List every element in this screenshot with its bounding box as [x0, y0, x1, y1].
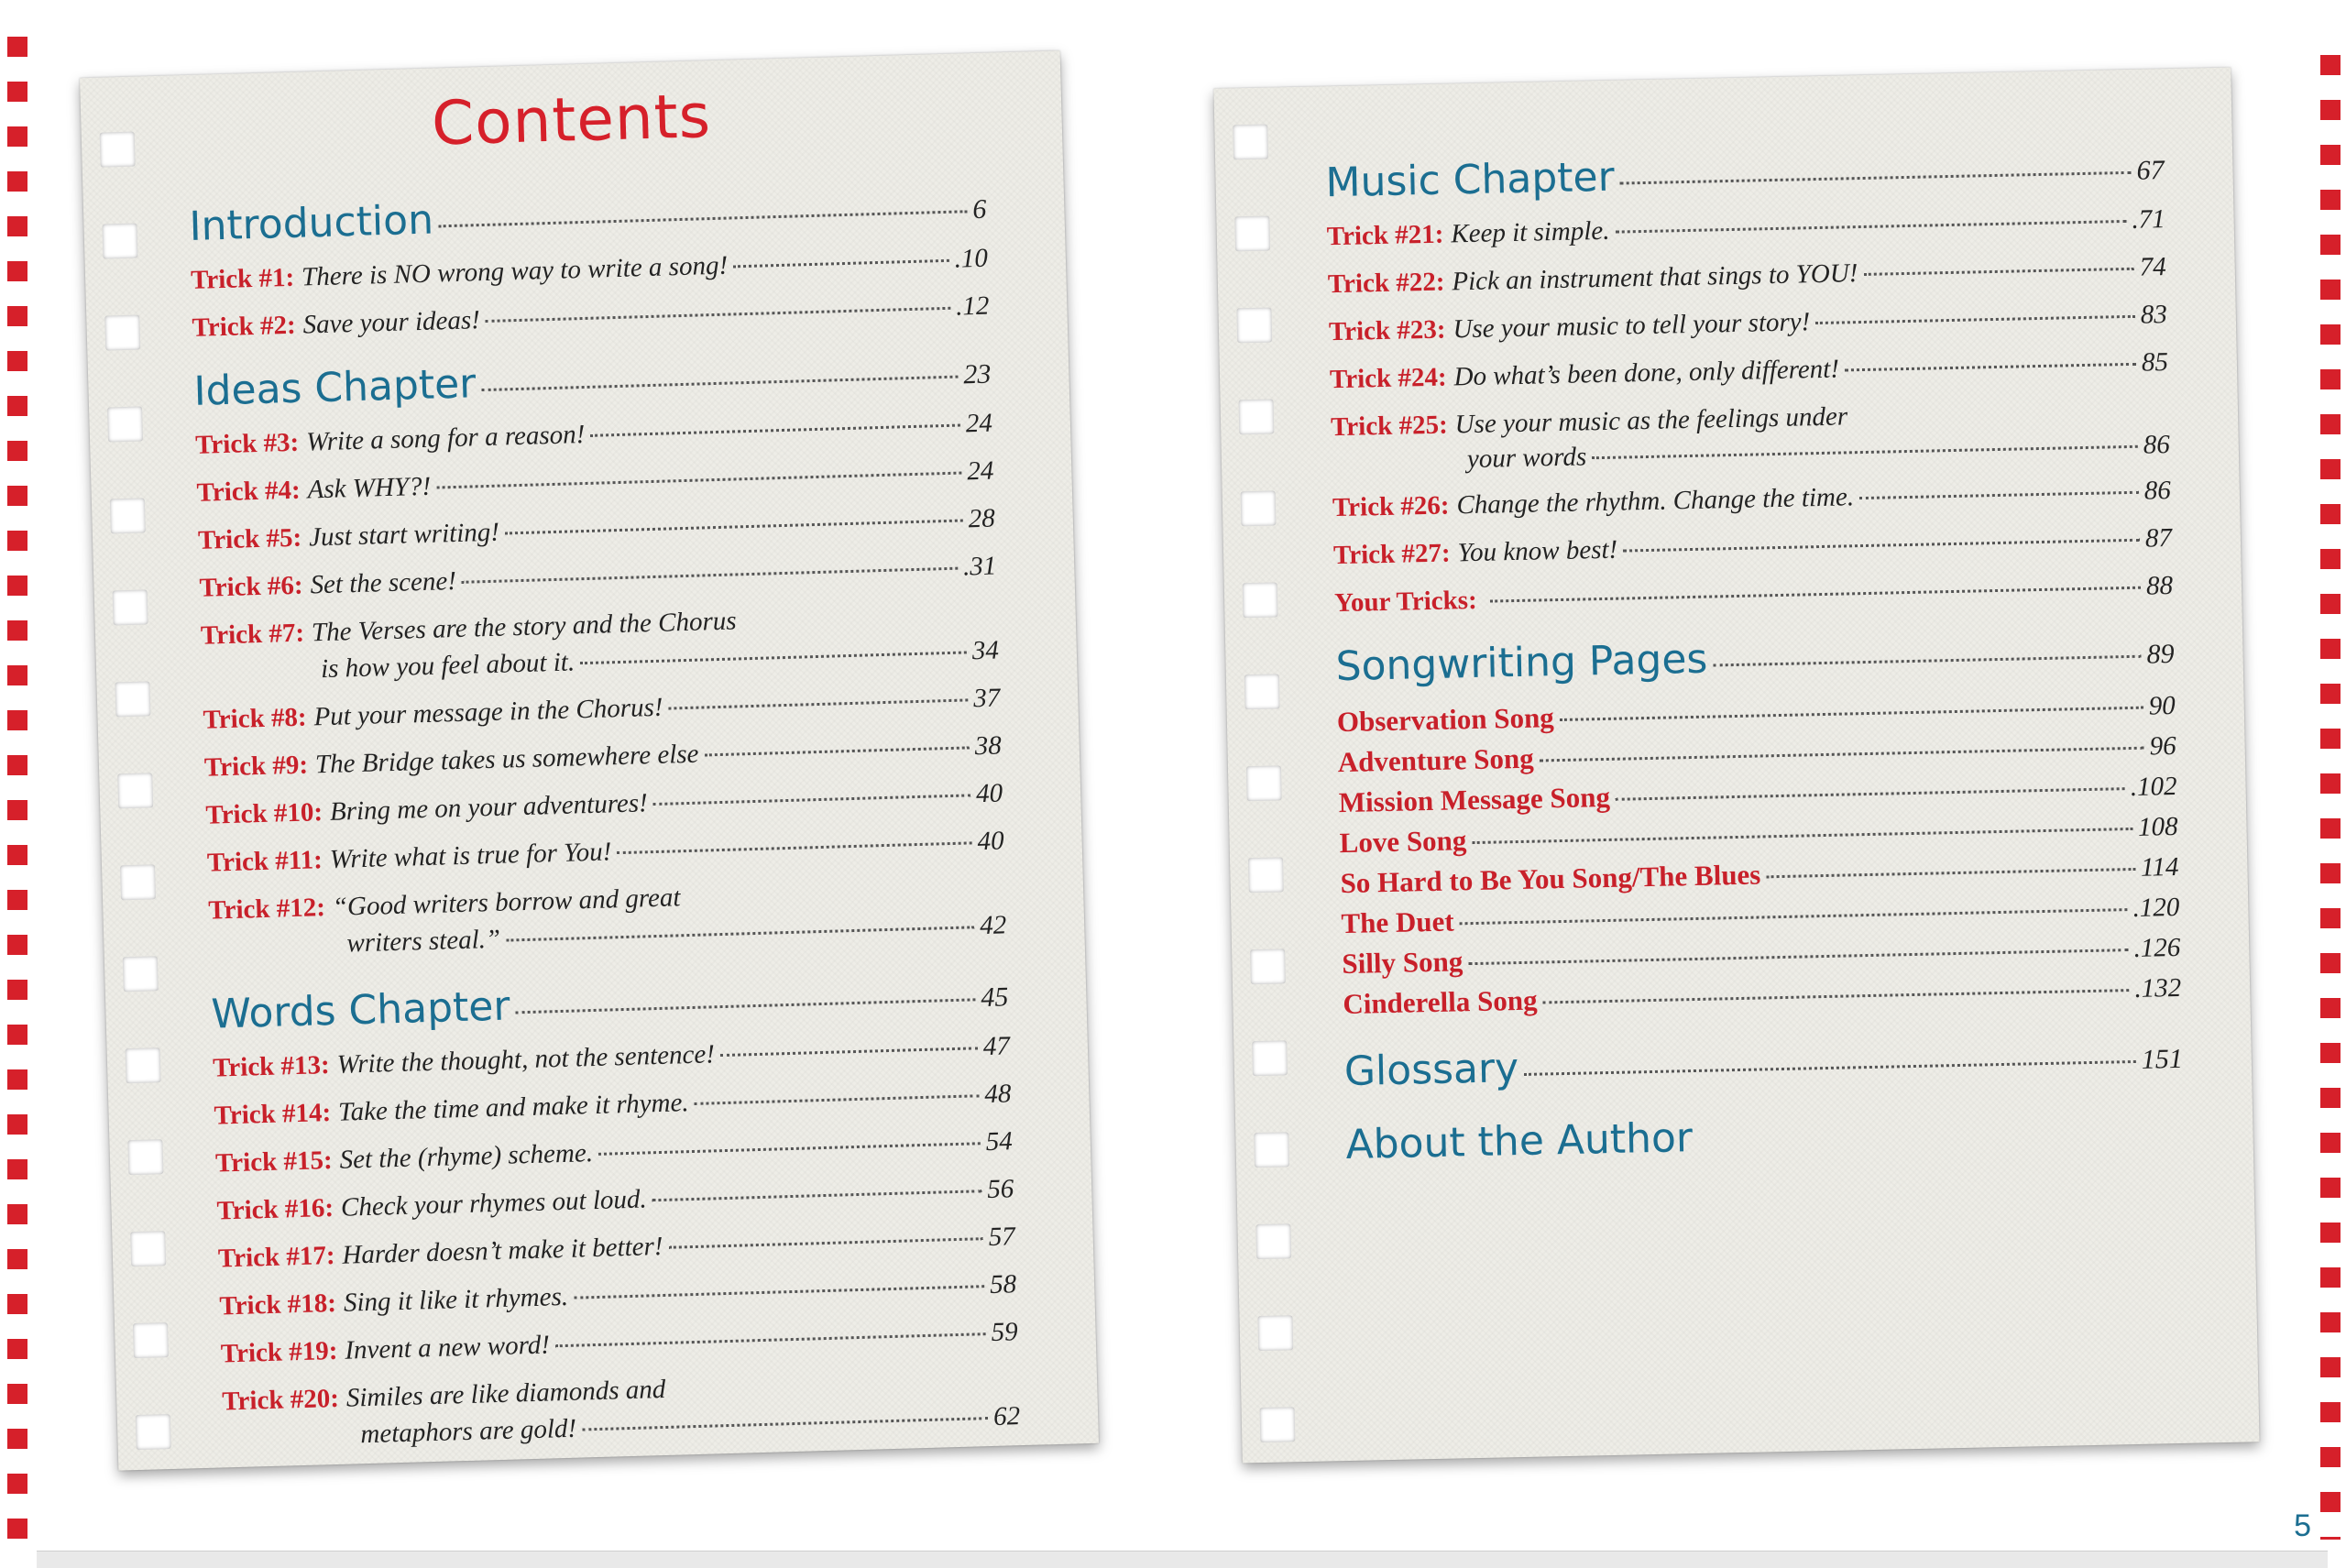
- leader-dots: [436, 472, 961, 489]
- leader-dots: [1615, 220, 2126, 234]
- page-ref: 83: [2140, 300, 2168, 330]
- binder-hole: [1248, 857, 1284, 893]
- binder-hole: [1255, 1223, 1291, 1259]
- song-label: So Hard to Be You Song/The Blues: [1340, 858, 1761, 900]
- page-ref: .126: [2133, 932, 2181, 963]
- toc-trick-row[interactable]: [207, 826, 1005, 878]
- trick-label: Trick #12:: [207, 893, 326, 926]
- trick-text: Set the scene!: [310, 565, 457, 600]
- leader-dots: [652, 1190, 982, 1201]
- leader-dots: [1592, 445, 2138, 459]
- toc-chapter-words[interactable]: [211, 969, 1009, 1037]
- toc-trick-row[interactable]: [195, 409, 993, 461]
- leader-dots: [462, 567, 958, 584]
- trick-text: Change the rhythm. Change the time.: [1456, 482, 1855, 521]
- toc-trick-row[interactable]: [216, 1174, 1014, 1226]
- trick-label: Trick #2:: [192, 310, 297, 343]
- page-ref: 28: [968, 503, 996, 534]
- toc-trick-row[interactable]: [199, 552, 997, 604]
- binder-hole: [107, 406, 143, 442]
- page-ref: 6: [971, 193, 987, 225]
- page-ref: .132: [2134, 972, 2182, 1003]
- leader-dots: [1845, 363, 2136, 372]
- page-ref: 114: [2140, 851, 2179, 883]
- binder-hole: [126, 1047, 161, 1083]
- toc-chapter-music[interactable]: [1325, 142, 2165, 206]
- leader-dots: [653, 794, 971, 806]
- page-ref: 74: [2139, 252, 2167, 282]
- right-decorative-stripe: [2320, 55, 2341, 1540]
- trick-label: Trick #23:: [1328, 314, 1446, 347]
- page-ref: .31: [962, 551, 997, 582]
- leader-dots: [481, 376, 958, 392]
- toc-trick-row[interactable]: [205, 778, 1003, 830]
- toc-trick-row[interactable]: [218, 1222, 1016, 1274]
- song-label: Observation Song: [1336, 701, 1555, 739]
- song-label: Love Song: [1339, 824, 1467, 860]
- trick-label: Trick #6:: [199, 570, 304, 603]
- toc-your-tricks[interactable]: [1334, 571, 2173, 619]
- leader-dots: [1543, 989, 2130, 1003]
- trick-text-continued: metaphors are gold!: [359, 1413, 577, 1450]
- binder-hole: [1246, 765, 1282, 801]
- page-ref: 87: [2144, 523, 2173, 554]
- binder-hole: [1239, 399, 1275, 434]
- binder-hole: [115, 681, 150, 717]
- leader-dots: [720, 1047, 978, 1057]
- binder-hole: [133, 1322, 169, 1358]
- trick-label: Trick #3:: [194, 427, 300, 460]
- trick-label: Trick #1:: [190, 262, 295, 295]
- leader-dots: [439, 210, 967, 227]
- leader-dots: [1560, 707, 2143, 721]
- binder-hole: [104, 315, 140, 351]
- page-ref: 40: [975, 778, 1003, 809]
- page-ref: 57: [988, 1222, 1016, 1253]
- trick-text: The Bridge takes us somewhere else: [314, 739, 699, 780]
- page-number: 5: [2294, 1508, 2311, 1543]
- trick-text: You know best!: [1457, 534, 1618, 568]
- trick-label: Trick #18:: [219, 1288, 337, 1321]
- trick-text: Similes are like diamonds and: [345, 1374, 666, 1413]
- trick-text: Write a song for a reason!: [305, 419, 586, 457]
- trick-label: Trick #19:: [220, 1335, 338, 1369]
- page-ref: 34: [971, 635, 1000, 666]
- trick-label: Your Tricks:: [1333, 585, 1478, 619]
- binder-hole: [113, 589, 148, 625]
- trick-text: Bring me on your adventures!: [329, 788, 649, 827]
- page-ref: .71: [2132, 204, 2165, 235]
- toc-trick-row[interactable]: [1329, 300, 2167, 347]
- trick-text: Ask WHY?!: [307, 471, 432, 505]
- leader-dots: [1766, 868, 2135, 878]
- page-ref: 56: [986, 1174, 1014, 1205]
- trick-text: Put your message in the Chorus!: [313, 692, 663, 732]
- contents-title: Contents: [431, 81, 712, 159]
- binder-hole: [1244, 674, 1280, 709]
- trick-text: Take the time and make it rhyme.: [337, 1088, 690, 1127]
- page-ref: 62: [992, 1401, 1021, 1431]
- page-ref: 23: [962, 358, 992, 390]
- toc-trick-row[interactable]: [219, 1269, 1017, 1321]
- page-ref: 54: [985, 1126, 1014, 1157]
- page-ref: 151: [2141, 1043, 2184, 1075]
- trick-text: Write the thought, not the sentence!: [336, 1039, 716, 1080]
- page-ref: .120: [2132, 892, 2180, 923]
- trick-label: Trick #9:: [203, 750, 309, 783]
- page-ref: 58: [989, 1269, 1017, 1300]
- toc-trick-row[interactable]: [1326, 204, 2165, 252]
- trick-label: Trick #8:: [203, 702, 308, 735]
- trick-text: Use your music as the feelings under: [1454, 401, 1848, 440]
- binder-hole: [1260, 1407, 1296, 1442]
- trick-text: Do what’s been done, only different!: [1453, 354, 1840, 392]
- song-label: Adventure Song: [1337, 741, 1535, 779]
- trick-text: Check your rhymes out loud.: [340, 1184, 648, 1223]
- trick-text: Keep it simple.: [1450, 215, 1610, 249]
- trick-text: There is NO wrong way to write a song!: [301, 250, 729, 292]
- binder-hole: [127, 1139, 163, 1175]
- left-notebook-page: [80, 50, 1099, 1470]
- toc-trick-row[interactable]: [213, 1031, 1011, 1083]
- chapter-label: Music Chapter: [1325, 153, 1616, 207]
- song-label: Cinderella Song: [1342, 983, 1538, 1021]
- trick-text: Save your ideas!: [302, 305, 481, 340]
- binder-hole: [1250, 948, 1286, 984]
- page-ref: 59: [991, 1317, 1019, 1347]
- toc-trick-row[interactable]: [1330, 347, 2168, 395]
- left-decorative-stripe: [7, 37, 27, 1540]
- chapter-label: About the Author: [1345, 1114, 1694, 1169]
- song-label: Mission Message Song: [1338, 780, 1611, 819]
- trick-label: Trick #15:: [214, 1146, 334, 1179]
- toc-chapter-ideas[interactable]: [193, 346, 992, 415]
- trick-label: Trick #27:: [1332, 538, 1451, 571]
- leader-dots: [733, 259, 949, 269]
- song-label: The Duet: [1341, 905, 1454, 940]
- leader-dots: [704, 746, 969, 756]
- song-label: Silly Song: [1342, 945, 1464, 981]
- toc-chapter-introduction[interactable]: [189, 181, 987, 250]
- page-ref: 89: [2146, 638, 2175, 670]
- binder-hole: [102, 224, 137, 259]
- leader-dots: [1863, 268, 2133, 276]
- binder-hole: [1252, 1040, 1288, 1076]
- page-ref: 85: [2141, 347, 2169, 378]
- toc-trick-row[interactable]: [1328, 252, 2166, 300]
- binder-hole: [130, 1231, 166, 1266]
- trick-text: Sing it like it rhymes.: [343, 1281, 569, 1318]
- leader-dots: [574, 1285, 984, 1299]
- leader-dots: [695, 1094, 980, 1105]
- toc-trick-row[interactable]: [1333, 523, 2172, 571]
- leader-dots: [1620, 171, 2132, 185]
- toc-trick-row[interactable]: [220, 1317, 1018, 1369]
- page-ref: 24: [966, 455, 994, 487]
- binder-hole: [1234, 216, 1270, 252]
- leader-dots: [1524, 1060, 2136, 1076]
- binder-hole: [1241, 490, 1277, 526]
- binder-hole: [120, 864, 156, 900]
- trick-text: Set the (rhyme) scheme.: [339, 1138, 594, 1175]
- page-ref: 48: [983, 1079, 1012, 1110]
- chapter-label: Introduction: [188, 196, 434, 250]
- binder-hole: [117, 773, 153, 808]
- trick-text: “Good writers borrow and great: [332, 883, 681, 922]
- trick-text: Just start writing!: [308, 517, 500, 553]
- chapter-label: Songwriting Pages: [1335, 635, 1708, 691]
- trick-text-continued: writers steal.”: [346, 924, 501, 959]
- binder-hole: [1243, 582, 1278, 618]
- toc-trick-row[interactable]: [214, 1079, 1012, 1131]
- trick-label: Trick #17:: [217, 1240, 335, 1274]
- toc-trick-row[interactable]: [196, 456, 994, 509]
- trick-label: Trick #25:: [1330, 410, 1449, 443]
- leader-dots: [668, 698, 968, 709]
- trick-text-continued: your words: [1466, 442, 1587, 475]
- leader-dots: [516, 998, 976, 1014]
- page-ref: 67: [2136, 155, 2165, 186]
- leader-dots: [486, 307, 950, 323]
- trick-label: Trick #7:: [200, 618, 305, 651]
- page-ref: 90: [2148, 690, 2176, 721]
- leader-dots: [582, 1417, 988, 1431]
- chapter-label: Glossary: [1343, 1045, 1519, 1096]
- page-ref: 86: [2143, 430, 2171, 460]
- page-ref: 86: [2143, 476, 2172, 506]
- page-ref: 88: [2145, 570, 2174, 601]
- binder-hole: [1233, 125, 1268, 160]
- trick-label: Trick #5:: [197, 522, 302, 555]
- page-ref: .102: [2130, 771, 2177, 802]
- toc-trick-row[interactable]: [198, 504, 996, 556]
- page-ref: .12: [955, 291, 990, 322]
- bottom-edge: [37, 1551, 2328, 1568]
- page-ref: 24: [965, 408, 993, 439]
- leader-dots: [1859, 491, 2139, 499]
- binder-hole: [1236, 308, 1272, 344]
- leader-dots: [1490, 587, 2141, 603]
- leader-dots: [505, 520, 963, 535]
- leader-dots: [506, 926, 974, 941]
- leader-dots: [555, 1332, 986, 1347]
- binder-hole: [123, 956, 159, 992]
- trick-label: Trick #26:: [1332, 490, 1450, 523]
- toc-trick-row[interactable]: [215, 1126, 1014, 1179]
- page-ref: 38: [974, 730, 1003, 762]
- leader-dots: [1616, 787, 2125, 801]
- page-ref: .10: [954, 243, 989, 274]
- trick-label: Trick #21:: [1326, 219, 1444, 252]
- leader-dots: [617, 841, 971, 854]
- leader-dots: [1468, 948, 2128, 965]
- trick-label: Trick #10:: [205, 797, 323, 830]
- page-ref: 40: [977, 826, 1005, 857]
- right-notebook-page: [1213, 68, 2259, 1464]
- trick-label: Trick #24:: [1329, 362, 1447, 395]
- trick-text: Harder doesn’t make it better!: [342, 1231, 663, 1270]
- leader-dots: [590, 424, 960, 437]
- leader-dots: [1472, 828, 2132, 844]
- trick-text-continued: is how you feel about it.: [320, 647, 576, 685]
- trick-text: The Verses are the story and the Chorus: [311, 606, 737, 648]
- trick-label: Trick #13:: [212, 1050, 331, 1083]
- trick-label: Trick #4:: [196, 475, 301, 508]
- chapter-label: Words Chapter: [210, 982, 511, 1038]
- trick-text: Use your music to tell your story!: [1453, 307, 1811, 345]
- chapter-label: Ideas Chapter: [192, 360, 477, 415]
- leader-dots: [1540, 747, 2144, 762]
- binder-hole: [110, 498, 146, 533]
- page-ref: 37: [972, 683, 1001, 714]
- leader-dots: [1815, 315, 2135, 324]
- trick-text: Write what is true for You!: [329, 837, 612, 874]
- page-ref: 42: [979, 910, 1007, 941]
- trick-text: Pick an instrument that sings to YOU!: [1452, 258, 1858, 297]
- toc-trick-row[interactable]: [204, 730, 1003, 783]
- binder-hole: [1257, 1315, 1293, 1351]
- page-ref: 108: [2137, 811, 2178, 842]
- trick-label: Trick #22:: [1327, 267, 1445, 300]
- toc-trick-row[interactable]: [192, 291, 990, 344]
- trick-label: Trick #11:: [206, 845, 323, 878]
- toc-trick-row[interactable]: [191, 244, 989, 296]
- binder-hole: [1254, 1132, 1289, 1168]
- toc-chapter-about-author[interactable]: [1345, 1104, 2185, 1168]
- leader-dots: [1460, 908, 2128, 925]
- toc-trick-row[interactable]: [203, 683, 1001, 735]
- page-ref: 96: [2149, 730, 2176, 762]
- leader-dots: [1623, 539, 2140, 553]
- leader-dots: [598, 1142, 981, 1156]
- leader-dots: [580, 651, 967, 664]
- page-ref: 47: [982, 1031, 1011, 1062]
- trick-text: Invent a new word!: [344, 1330, 551, 1365]
- trick-label: Trick #20:: [221, 1383, 340, 1417]
- trick-label: Trick #14:: [214, 1098, 332, 1131]
- leader-dots: [668, 1237, 982, 1249]
- toc-trick-row[interactable]: [1332, 476, 2171, 523]
- toc-chapter-glossary[interactable]: [1343, 1031, 2183, 1095]
- trick-label: Trick #16:: [216, 1192, 334, 1226]
- toc-chapter-songwriting[interactable]: [1335, 626, 2175, 690]
- page-ref: 45: [980, 981, 1009, 1014]
- leader-dots: [1713, 655, 2141, 667]
- binder-hole: [136, 1414, 171, 1450]
